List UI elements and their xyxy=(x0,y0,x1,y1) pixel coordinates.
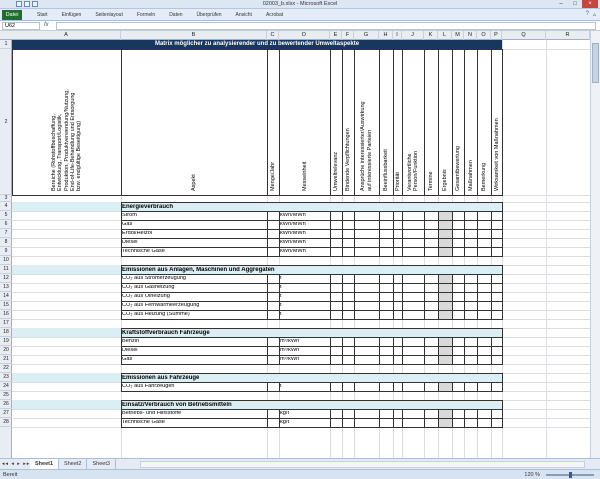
section-title: Emissionen aus Fahrzeuge xyxy=(122,374,200,381)
unit-cell[interactable]: t xyxy=(280,383,282,389)
aspect-cell[interactable]: CO₂ aus Fernwärmeerzeugung xyxy=(122,302,200,308)
data-cell[interactable] xyxy=(477,310,492,320)
help-icon[interactable]: ? xyxy=(585,11,589,17)
header-ansprueche: auf interessierte Parteien xyxy=(366,129,373,191)
row-header[interactable]: 9 xyxy=(0,247,12,256)
header-bereiche: Bereiche (Rohstoffbeschaffung, xyxy=(51,114,58,191)
close-icon[interactable]: × xyxy=(582,0,598,8)
data-cell[interactable] xyxy=(354,310,380,320)
aspect-cell[interactable]: Gas xyxy=(122,221,133,227)
unit-cell[interactable]: kWh/MWh xyxy=(280,221,306,227)
aspect-cell[interactable]: Technische Gase xyxy=(122,419,165,425)
row-headers xyxy=(0,40,12,458)
section-title: Energieverbrauch xyxy=(122,203,174,210)
data-cell[interactable] xyxy=(438,247,453,257)
window-title: 02003_b.xlsx - Microsoft Excel xyxy=(262,1,338,7)
header-bereiche: Produktion, Produktverwendung/Nutzung, xyxy=(63,89,70,191)
data-cell[interactable] xyxy=(438,355,453,365)
row-header[interactable]: 23 xyxy=(0,373,12,382)
data-cell[interactable] xyxy=(379,310,394,320)
unit-cell[interactable]: kWh/MWh xyxy=(280,212,306,218)
unit-cell[interactable]: kWh/MWh xyxy=(280,230,306,236)
data-cell[interactable] xyxy=(424,310,439,320)
row-header[interactable]: 1 xyxy=(0,40,12,49)
data-cell[interactable] xyxy=(379,382,394,392)
sheet-tab[interactable]: Sheet2 xyxy=(59,459,87,469)
column-header[interactable]: E xyxy=(330,31,342,40)
column-header[interactable]: M xyxy=(452,31,464,40)
column-header[interactable]: R xyxy=(546,31,590,40)
column-header[interactable]: G xyxy=(354,31,379,40)
unit-cell[interactable]: t xyxy=(280,293,282,299)
row-header[interactable]: 12 xyxy=(0,274,12,283)
data-cell[interactable] xyxy=(402,310,425,320)
unit-cell[interactable]: m³/kWh xyxy=(280,338,300,344)
title-bar xyxy=(0,0,600,9)
data-cell[interactable] xyxy=(438,418,453,428)
row-header[interactable]: 3 xyxy=(0,195,12,202)
data-cell[interactable] xyxy=(402,355,425,365)
row-header[interactable]: 16 xyxy=(0,310,12,319)
ribbon-tab[interactable]: Acrobat xyxy=(265,12,284,18)
data-cell[interactable] xyxy=(379,418,394,428)
sheet-title: Matrix möglicher zu analysierender und zu bewertender Umweltaspekte xyxy=(12,40,502,49)
unit-cell[interactable]: t xyxy=(280,302,282,308)
header-verantwortliche: Verantwortliche xyxy=(406,153,413,191)
data-cell[interactable] xyxy=(464,310,478,320)
sheet-nav-icons[interactable]: ◂◂ ◂ ▸ ▸▸ xyxy=(2,461,31,467)
row-header[interactable]: 27 xyxy=(0,409,12,418)
zoom-slider-knob[interactable] xyxy=(569,472,572,478)
unit-cell[interactable]: t xyxy=(280,275,282,281)
ribbon-tab[interactable]: Daten xyxy=(169,12,183,18)
header-beeinflussbarkeit: Beeinflussbarkeit xyxy=(383,149,389,191)
aspect-cell[interactable]: Diesel xyxy=(122,347,138,353)
header-verantwortliche: Person/Funktion xyxy=(413,150,420,191)
data-cell[interactable] xyxy=(402,247,425,257)
data-cell[interactable] xyxy=(477,418,492,428)
column-header[interactable]: J xyxy=(402,31,424,40)
data-cell[interactable] xyxy=(464,247,478,257)
aspect-cell[interactable]: CO₂ aus Ölheizung xyxy=(122,293,170,299)
row-header[interactable]: 17 xyxy=(0,319,12,328)
row-header[interactable]: 5 xyxy=(0,211,12,220)
ribbon-tab[interactable]: Ansicht xyxy=(235,12,252,18)
formula-input[interactable] xyxy=(56,22,596,30)
ribbon-tab[interactable]: Überprüfen xyxy=(196,12,222,18)
column-header[interactable]: Q xyxy=(502,31,546,40)
ribbon-tab[interactable]: Formeln xyxy=(136,12,156,18)
name-box[interactable]: U62 xyxy=(2,22,40,30)
row-header[interactable]: 21 xyxy=(0,355,12,364)
header-ansprueche: Ansprüche interessierter/Auswirkung xyxy=(360,101,367,191)
header-gesamtbewertung: Gesamtbewertung xyxy=(455,146,461,191)
section-title: Kraftstoffverbrauch Fahrzeuge xyxy=(122,329,210,336)
data-cell[interactable] xyxy=(477,382,492,392)
aspect-cell[interactable]: Erdöl/Heizöl xyxy=(122,230,153,236)
unit-cell[interactable]: m³/kWh xyxy=(280,356,300,362)
row-header[interactable]: 13 xyxy=(0,283,12,292)
data-cell[interactable] xyxy=(121,355,268,365)
header-prioritaet: Priorität xyxy=(394,172,401,191)
column-header[interactable]: K xyxy=(424,31,438,40)
ribbon-tab[interactable]: Start xyxy=(37,12,48,18)
data-cell[interactable] xyxy=(424,355,439,365)
data-cell[interactable] xyxy=(354,382,380,392)
data-cell[interactable] xyxy=(491,355,503,365)
aspect-cell[interactable]: Benzin xyxy=(122,338,140,344)
aspect-cell[interactable]: CO₂ aus Gasheizung xyxy=(122,284,175,290)
aspect-cell[interactable]: Diesel xyxy=(122,239,138,245)
data-cell[interactable] xyxy=(491,418,503,428)
row-header[interactable]: 2 xyxy=(0,49,12,195)
column-header[interactable]: L xyxy=(438,31,452,40)
column-header[interactable]: F xyxy=(342,31,354,40)
header-aspekt: Aspekt xyxy=(191,174,197,191)
header-bereiche: Entwicklung, Transport/Logistik, xyxy=(57,113,64,191)
row-header[interactable]: 15 xyxy=(0,301,12,310)
status-bar xyxy=(0,469,600,479)
unit-cell[interactable]: t xyxy=(280,311,282,317)
data-cell[interactable] xyxy=(464,418,478,428)
maximize-icon[interactable]: □ xyxy=(573,1,577,7)
data-cell[interactable] xyxy=(464,382,478,392)
row-header[interactable]: 11 xyxy=(0,265,12,274)
sheet-tab-bar xyxy=(0,458,600,469)
row-header[interactable]: 20 xyxy=(0,346,12,355)
minimize-icon[interactable]: – xyxy=(559,1,563,7)
aspect-cell[interactable]: Betriebs- und Hilfsstoffe xyxy=(122,410,182,416)
row-header[interactable]: 6 xyxy=(0,220,12,229)
aspect-cell[interactable]: CO₂ aus Heizung (Summe) xyxy=(122,311,190,317)
aspect-cell[interactable]: Technische Gase xyxy=(122,248,165,254)
row-header[interactable]: 4 xyxy=(0,202,12,211)
aspect-cell[interactable]: CO₂ aus Stromerzeugung xyxy=(122,275,187,281)
column-header[interactable]: B xyxy=(121,31,267,40)
horizontal-scrollbar[interactable] xyxy=(140,461,585,468)
row-header[interactable]: 7 xyxy=(0,229,12,238)
unit-cell[interactable]: kg/t xyxy=(280,419,290,425)
section-title: Einsatz/Verbrauch von Betriebsmitteln xyxy=(122,401,232,408)
column-header[interactable]: H xyxy=(379,31,393,40)
column-header[interactable]: N xyxy=(464,31,477,40)
header-ergebnis: Ergebnis xyxy=(442,169,448,191)
column-header[interactable]: I xyxy=(393,31,402,40)
data-cell[interactable] xyxy=(402,418,425,428)
data-cell[interactable] xyxy=(438,310,453,320)
row-header[interactable]: 24 xyxy=(0,382,12,391)
zoom-level[interactable]: 120 % xyxy=(524,472,540,478)
file-tab[interactable]: Datei xyxy=(2,10,22,20)
header-termine: Termine xyxy=(428,171,434,191)
header-wirksamkeit: Wirksamkeit von Maßnahmen xyxy=(493,118,500,191)
data-cell[interactable] xyxy=(491,247,503,257)
data-cell[interactable] xyxy=(491,382,503,392)
header-umweltrelevanz: Umweltrelevanz xyxy=(333,151,339,191)
data-cell[interactable] xyxy=(354,355,380,365)
data-cell[interactable] xyxy=(354,247,380,257)
header-menge: Menge/Jahr xyxy=(270,161,276,191)
section-title: Emissionen aus Anlagen, Maschinen und Aggregaten xyxy=(122,266,275,273)
gridline-vertical xyxy=(546,40,547,458)
ribbon-minimize-icon[interactable]: ▵ xyxy=(592,12,596,18)
row-header[interactable]: 8 xyxy=(0,238,12,247)
row-header[interactable]: 26 xyxy=(0,400,12,409)
unit-cell[interactable]: kg/t xyxy=(280,410,290,416)
aspect-cell[interactable]: CO₂ aus Fahrzeugen xyxy=(122,383,175,389)
data-cell[interactable] xyxy=(354,418,380,428)
unit-cell[interactable]: m³/kWh xyxy=(280,347,300,353)
row-header[interactable]: 22 xyxy=(0,364,12,373)
data-cell[interactable] xyxy=(477,355,492,365)
data-cell[interactable] xyxy=(464,355,478,365)
data-cell[interactable] xyxy=(491,310,503,320)
data-cell[interactable] xyxy=(438,382,453,392)
vertical-scrollbar[interactable] xyxy=(590,31,600,458)
unit-cell[interactable]: t xyxy=(280,284,282,290)
formula-bar xyxy=(0,21,600,31)
column-header[interactable]: O xyxy=(477,31,491,40)
column-header[interactable]: D xyxy=(279,31,330,40)
scroll-thumb[interactable] xyxy=(592,43,599,83)
row-header[interactable]: 10 xyxy=(0,256,12,265)
column-headers xyxy=(0,31,590,40)
sheet-tab[interactable]: Sheet1 xyxy=(30,459,59,469)
unit-cell[interactable]: kWh/MWh xyxy=(280,248,306,254)
column-header[interactable]: C xyxy=(267,31,279,40)
row-header[interactable]: 18 xyxy=(0,328,12,337)
aspect-cell[interactable]: Strom xyxy=(122,212,137,218)
column-header[interactable]: P xyxy=(491,31,502,40)
column-header[interactable]: A xyxy=(12,31,121,40)
status-ready: Bereit xyxy=(3,472,18,478)
sheet-tab[interactable]: Sheet3 xyxy=(87,459,115,469)
data-cell[interactable] xyxy=(424,247,439,257)
row-header[interactable]: 14 xyxy=(0,292,12,301)
data-cell[interactable] xyxy=(402,382,425,392)
data-cell[interactable] xyxy=(379,355,394,365)
header-bereiche: bzw. endgültige Beseitigung) xyxy=(75,120,82,191)
header-bereiche: End-of-Life-Behandlung und Entsorgung xyxy=(69,92,76,191)
header-verpflichtungen: Bindende Verpflichtungen xyxy=(345,128,351,191)
ribbon-tab[interactable]: Seitenlayout xyxy=(95,12,123,18)
aspect-cell[interactable]: Gas xyxy=(122,356,133,362)
data-cell[interactable] xyxy=(424,382,439,392)
data-cell[interactable] xyxy=(379,247,394,257)
data-cell[interactable] xyxy=(424,418,439,428)
header-massnahmen: Maßnahmen xyxy=(467,160,474,191)
header-bemerkung: Bemerkung xyxy=(481,162,487,191)
row-header[interactable]: 28 xyxy=(0,418,12,427)
worksheet-grid[interactable] xyxy=(12,40,590,458)
ribbon-tab[interactable]: Einfügen xyxy=(61,12,82,18)
row-header[interactable]: 19 xyxy=(0,337,12,346)
ribbon-tabs xyxy=(0,9,600,21)
header-messeinheit: Messeinheit xyxy=(301,161,308,191)
row-header[interactable]: 25 xyxy=(0,391,12,400)
fx-icon[interactable]: fx xyxy=(44,22,49,28)
data-cell[interactable] xyxy=(477,247,492,257)
unit-cell[interactable]: kWh/MWh xyxy=(280,239,306,245)
